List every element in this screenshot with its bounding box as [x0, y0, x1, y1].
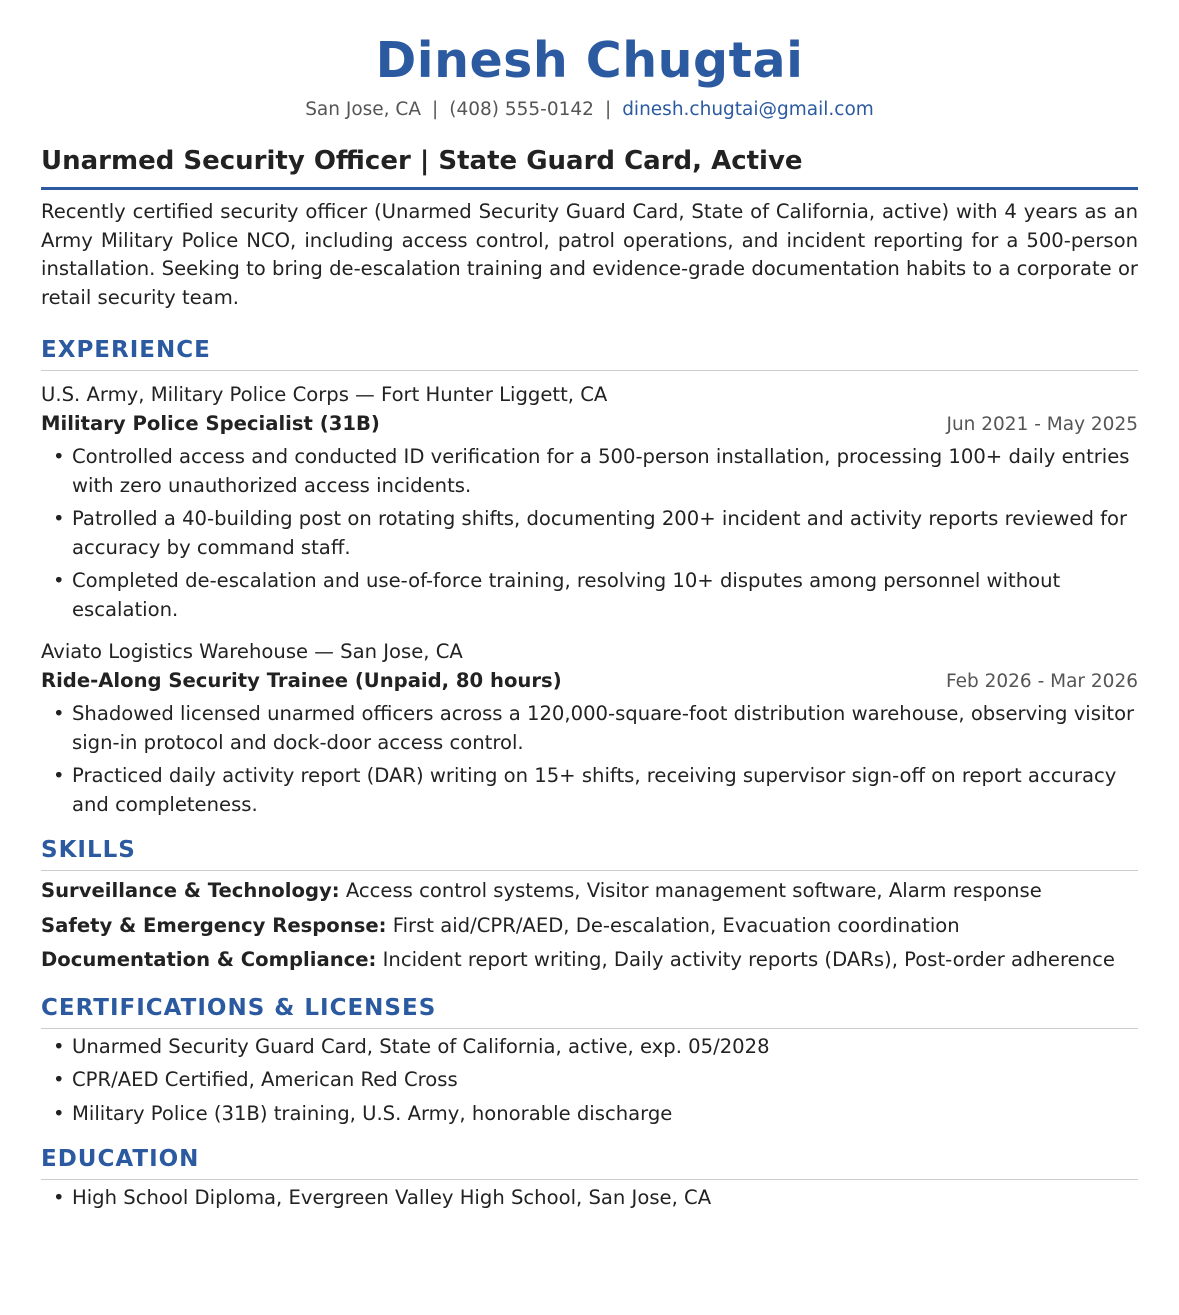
contact-email-link[interactable]: dinesh.chugtai@gmail.com — [622, 99, 874, 120]
candidate-name: Dinesh Chugtai — [375, 32, 804, 89]
contact-phone: (408) 555-0142 — [449, 99, 594, 120]
job-bullets — [41, 700, 1138, 819]
education-list — [41, 1184, 1138, 1213]
skill-category-label: Safety & Emergency Response: — [41, 913, 387, 937]
skill-values: Access control systems, Visitor management software, Alarm response — [345, 879, 1042, 902]
skill-category-label: Documentation & Compliance: — [41, 948, 377, 971]
certifications-list — [41, 1033, 1138, 1129]
list-item: • Military Police (31B) training, U.S. Army, honorable discharge — [41, 1100, 1138, 1129]
list-item: • High School Diploma, Evergreen Valley High School, San Jose, CA — [41, 1184, 1138, 1213]
skill-category-label: Surveillance & Technology: — [41, 879, 340, 902]
resume-headline: Unarmed Security Officer | State Guard Card, Active — [41, 144, 1138, 190]
list-item: • Practiced daily activity report (DAR) writing on 15+ shifts, receiving supervisor sign-off on report accuracy and completeness. — [41, 762, 1138, 819]
job-entry — [41, 638, 1138, 819]
job-dates: Jun 2021 - May 2025 — [946, 414, 1138, 435]
job-organization: U.S. Army, Military Police Corps — Fort Hunter Liggett, CA — [41, 383, 608, 406]
job-entry — [41, 381, 1138, 624]
list-item: • Completed de-escalation and use-of-force training, resolving 10+ disputes among personnel without escalation. — [41, 567, 1138, 624]
resume-page — [41, 0, 1138, 1213]
contact-separator: | — [432, 99, 439, 120]
skills-list — [41, 877, 1138, 975]
contact-line — [41, 96, 1138, 124]
job-title: Military Police Specialist (31B) — [41, 412, 380, 435]
section-title-skills: SKILLS — [41, 835, 1138, 871]
list-item: • Controlled access and conducted ID verification for a 500-person installation, processing 100+ daily entries with zero unauthorized access incidents. — [41, 443, 1138, 500]
list-item: • Patrolled a 40-building post on rotating shifts, documenting 200+ incident and activity reports reviewed for accuracy by command staff. — [41, 505, 1138, 562]
skill-row — [41, 912, 1138, 941]
job-title: Ride-Along Security Trainee (Unpaid, 80 hours) — [41, 669, 562, 692]
job-role-line — [41, 666, 1138, 696]
section-title-experience: EXPERIENCE — [41, 335, 1138, 371]
professional-summary: Recently certified security officer (Unarmed Security Guard Card, State of California, active) with 4 years as an Army Military Police NCO, including access control, patrol operations, and incident reporting for a 500-person installation. Seeking to bring de-escalation training and evidence-grade documentation habits to a corporate or retail security team. — [41, 200, 1138, 309]
skill-values: Incident report writing, Daily activity reports (DARs), Post-order adherence — [382, 948, 1115, 971]
skill-row — [41, 877, 1138, 906]
job-bullets — [41, 443, 1138, 624]
skill-row — [41, 946, 1138, 975]
section-title-certifications: CERTIFICATIONS & LICENSES — [41, 993, 1138, 1029]
job-organization: Aviato Logistics Warehouse — San Jose, CA — [41, 640, 463, 663]
job-role-line — [41, 409, 1138, 439]
contact-location: San Jose, CA — [305, 99, 422, 120]
contact-separator: | — [604, 99, 612, 120]
list-item: • Shadowed licensed unarmed officers across a 120,000-square-foot distribution warehouse, observing visitor sign-in protocol and dock-door access control. — [41, 700, 1138, 757]
section-title-education: EDUCATION — [41, 1144, 1138, 1180]
list-item: • CPR/AED Certified, American Red Cross — [41, 1066, 1138, 1095]
list-item: • Unarmed Security Guard Card, State of California, active, exp. 05/2028 — [41, 1033, 1138, 1062]
skill-values: First aid/CPR/AED, De-escalation, Evacuation coordination — [392, 913, 960, 937]
job-dates: Feb 2026 - Mar 2026 — [945, 671, 1138, 692]
